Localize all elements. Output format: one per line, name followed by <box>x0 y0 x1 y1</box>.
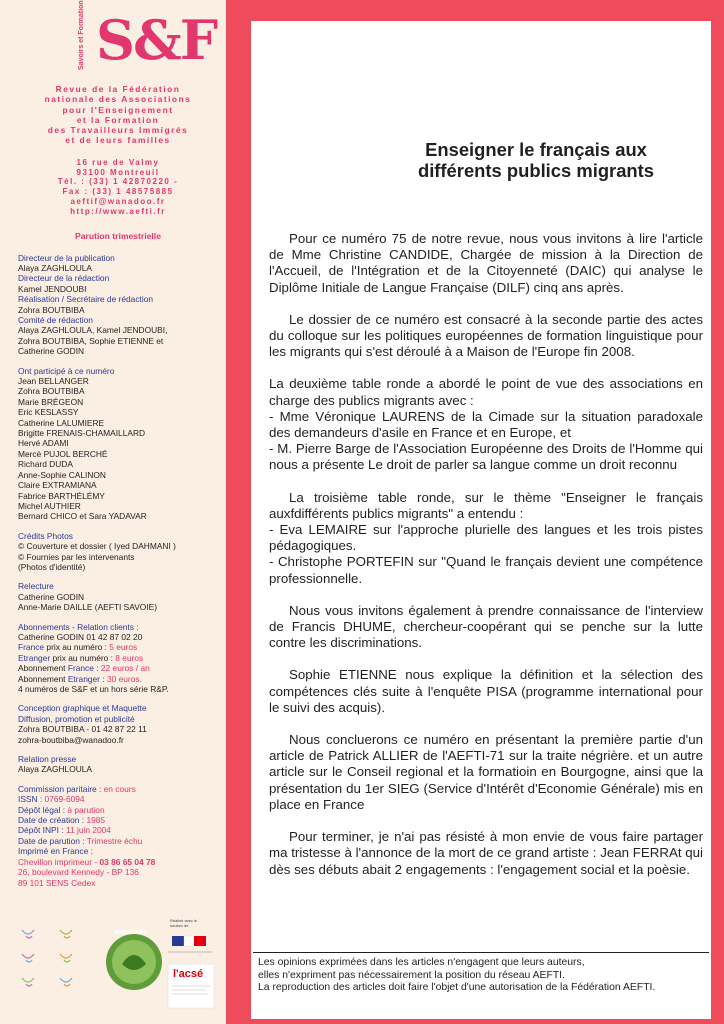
price-etranger <box>18 653 226 663</box>
participant: Brigitte FRENAIS-CHAMAILLARD <box>18 428 146 439</box>
price-value: 22 euros / an <box>100 663 150 674</box>
address-line: Fax : (33) 1 48575885 <box>62 187 174 197</box>
realise-label: Réalisé avec le soutien de <box>170 918 198 928</box>
credit-value: Catherine GODIN <box>18 591 85 602</box>
credit-value: Anne-Marie DAILLE (AEFTI SAVOIE) <box>18 602 158 613</box>
bird-logo-icon <box>22 930 72 986</box>
parution-frequency: Parution trimestrielle <box>75 230 161 241</box>
legal-inpi <box>18 825 226 835</box>
logo-tagline: Savoirs et Formation <box>78 0 85 70</box>
revue-line: nationale des Associations <box>44 94 192 105</box>
republique-logo-icon <box>168 936 212 952</box>
participant: Richard DUDA <box>18 459 73 470</box>
legal-parution <box>18 836 226 846</box>
logo-mark: S&F <box>96 8 217 72</box>
price-region: Etranger <box>18 652 51 663</box>
price-text: prix au numéro : <box>44 642 110 653</box>
credit-value: Zohra BOUTBIBA, Sophie ETIENNE et <box>18 335 164 346</box>
address-line: 93100 Montreuil <box>76 167 160 177</box>
credits <box>18 253 226 888</box>
address-email[interactable]: aeftif@wanadoo.fr <box>70 196 166 206</box>
legal-creation <box>18 815 226 825</box>
legal-label: Dépôt légal : <box>18 804 68 815</box>
credit-label: Crédits Photos <box>18 530 73 541</box>
legal-label: Commission paritaire : <box>18 783 104 794</box>
price-value: 30 euros. <box>106 673 142 684</box>
main-content <box>251 21 711 1019</box>
legal-value: en cours <box>103 783 136 794</box>
credit-label: Ont participé à ce numéro <box>18 365 115 376</box>
legal-label: Date de parution : <box>18 835 87 846</box>
revue-line: et la Formation <box>76 114 160 125</box>
legal-label: Dépôt INPI : <box>18 825 66 836</box>
paragraph: Nous concluerons ce numéro en présentant la première partie d'un article de Patrick ALLIER de l'AEFTI-71 sur la traite négrière. et un autre article sur le Conseil regional et la formatioin en Bourgogne, ainsi que la présentation du 1er SIEG (Service d'Intérêt d'Economie Générale) mis en place en France <box>269 732 703 812</box>
price-region: France <box>67 663 94 674</box>
revue-line: pour l'Enseignement <box>62 104 174 115</box>
participant: Fabrice BARTHÉLÉMY <box>18 490 105 501</box>
legal-value: 11 juin 2004 <box>65 825 111 836</box>
imprim-label: IMPRIM'VERT <box>114 930 147 936</box>
credit-label: Directeur de la rédaction <box>18 273 110 284</box>
printer-address: 26, boulevard Kennedy - BP 136 <box>18 867 139 878</box>
footer-line: La reproduction des articles doit faire l'objet d'une autorisation de la Fédération AEFTI. <box>258 982 656 994</box>
paragraph: Pour terminer, je n'ai pas résisté à mon envie de vous faire partager ma tristesse à l'annonce de la mort de ce grand artiste : Jean FERRAt qui dès ses débuts abait 2 engagements : l'engagement social et la poèsie. <box>269 829 703 877</box>
revue-line: des Travailleurs Immigrés <box>47 125 189 136</box>
masthead-sidebar <box>0 0 226 1024</box>
abo-pre: Abonnement <box>18 673 68 684</box>
credit-value: Zohra BOUTBIBA - 01 42 87 22 11 <box>18 724 147 735</box>
participant: Marie BRÉGEON <box>18 396 84 407</box>
legal-value: à parution <box>67 804 105 815</box>
acse-label: l'acsé <box>173 968 204 980</box>
article-body <box>269 231 703 894</box>
participant: Claire EXTRAMIANA <box>18 480 97 491</box>
credit-value: Zohra BOUTBIBA <box>18 304 85 315</box>
abo-pre: Abonnement <box>18 663 68 674</box>
participant: Anne-Sophie CALINON <box>18 469 106 480</box>
legal-commission <box>18 784 226 794</box>
list-item: - Christophe PORTEFIN sur "Quand le français devient une compétence professionnelle. <box>269 554 703 586</box>
credit-value: © Fournies par les intervenants <box>18 551 135 562</box>
legal-label: ISSN : <box>18 794 45 805</box>
footer-disclaimer <box>258 957 708 995</box>
address-line: 16 rue de Valmy <box>76 157 160 167</box>
credit-value: Kamel JENDOUBI <box>18 283 87 294</box>
abo-etranger <box>18 674 226 684</box>
credit-label: Directeur de la publication <box>18 252 115 263</box>
abo-france <box>18 663 226 673</box>
paragraph: La troisième table ronde, sur le thème "Enseigner le français auxfdifférents publics migrants" a entendu : <box>269 489 703 521</box>
participant: Eric KESLASSY <box>18 407 79 418</box>
legal-value: 1985 <box>86 815 106 826</box>
legal-label: Date de création : <box>18 815 87 826</box>
legal-issn <box>18 794 226 804</box>
price-text: : <box>99 673 107 684</box>
list-item: - M. Pierre Barge de l'Association Européenne des Droits de l'Homme qui nous a présente Le droit de parler sa langue comme un droit reconnu <box>269 441 703 473</box>
price-text: : <box>93 663 101 674</box>
credit-label: Diffusion, promotion et publicité <box>18 713 135 724</box>
printer-name: Chevillon imprimeur - <box>18 856 100 867</box>
credit-email[interactable]: zohra-boutbiba@wanadoo.fr <box>18 734 124 745</box>
participant: Hervé ADAMI <box>18 438 69 449</box>
price-region: Etranger <box>67 673 100 684</box>
credit-label: Relation presse <box>18 754 77 765</box>
printer <box>18 857 226 867</box>
price-france <box>18 642 226 652</box>
paragraph: Nous vous invitons également à prendre connaissance de l'interview de Francis DHUME, chercheur-coopérant qui se penche sur la lutte contre les discriminations. <box>269 602 703 651</box>
credit-value: © Couverture et dossier ( Iyed DAHMANI ) <box>18 541 176 552</box>
partner-logos <box>18 918 218 1020</box>
paragraph: La deuxième table ronde a abordé le point de vue des associations en charge des publics migrants avec : <box>269 376 703 408</box>
price-value: 8 euros <box>115 652 144 663</box>
credit-label: Réalisation / Secrétaire de rédaction <box>18 294 154 305</box>
imprim-vert-icon <box>106 934 162 990</box>
address-line: Tél. : (33) 1 42870220 - <box>57 177 179 187</box>
legal-depot <box>18 805 226 815</box>
footer-line: Les opinions exprimées dans les articles n'engagent que leurs auteurs, <box>258 957 585 968</box>
participant: Michel AUTHIER <box>18 500 81 511</box>
publisher-address <box>18 158 218 217</box>
participant: Catherine LALUMIERE <box>18 417 105 428</box>
price-text: prix au numéro : <box>50 652 116 663</box>
legal-label: Imprimé en France : <box>18 846 93 857</box>
address-website[interactable]: http://www.aefti.fr <box>70 206 166 216</box>
logo <box>18 0 226 80</box>
participant: Bernard CHICO et Sara YADAVAR <box>18 511 147 522</box>
credit-label: Abonnements - Relation clients : <box>18 621 139 632</box>
publisher-description <box>18 84 218 146</box>
list-item: - Mme Véronique LAURENS de la Cimade sur la situation paradoxale des demandeurs d'asile en France et en Europe, et <box>269 408 703 441</box>
footer-divider <box>253 952 709 953</box>
price-value: 5 euros <box>109 642 138 653</box>
revue-line: et de leurs familles <box>65 135 171 146</box>
paragraph: Sophie ETIENNE nous explique la définition et la sélection des compétences clés suite à l'enquête PISA (programme international pour le suivi des acquis). <box>269 667 703 715</box>
legal-value: 0769-6094 <box>44 794 85 805</box>
paragraph: Le dossier de ce numéro est consacré à la seconde partie des actes du colloque sur les politiques européennes de formation linguistique pour les migrants qui s'est déroulé à a Maison de l'Europe fin 2008. <box>269 311 703 360</box>
credit-value: (Photos d'identité) <box>18 561 86 572</box>
title-line: Enseigner le français aux <box>425 139 647 160</box>
credit-label: Relecture <box>18 581 54 592</box>
printer-address: 89 101 SENS Cedex <box>18 877 96 888</box>
participant: Mercè PUJOL BERCHÉ <box>18 448 108 459</box>
article-title <box>361 139 711 181</box>
list-item: - Eva LEMAIRE sur l'approche plurielle des langues et les trois pistes pédagogiques. <box>269 522 703 554</box>
legal-value: Trimestre échu <box>86 835 143 846</box>
credit-value: Catherine GODIN <box>18 346 85 357</box>
abo-note: 4 numéros de S&F et un hors série R&P. <box>18 684 169 694</box>
paragraph: Pour ce numéro 75 de notre revue, nous vous invitons à lire l'article de Mme Christine CANDIDE, Chargée de mission à la Direction de l'Accueil, de l'Intégration et de la Citoyenneté (DAIC) qui analyse le Diplôme Initiale de Langue Française (DILF) cinq ans après. <box>269 231 703 295</box>
revue-line: Revue de la Fédération <box>55 84 181 94</box>
credit-value: Alaya ZAGHLOULA, Kamel JENDOUBI, <box>18 325 168 336</box>
credit-value: Alaya ZAGHLOULA <box>18 262 93 273</box>
credit-label: Comité de rédaction <box>18 315 93 325</box>
printer-phone: 03 86 65 04 78 <box>99 856 156 867</box>
participant: Jean BELLANGER <box>18 376 89 387</box>
title-line: différents publics migrants <box>417 160 655 181</box>
price-region: France <box>18 642 45 653</box>
credit-value: Catherine GODIN 01 42 87 02 20 <box>18 631 143 642</box>
participant: Zohra BOUTBIBA <box>18 386 85 397</box>
footer-line: elles n'expriment pas nécessairement la position du réseau AEFTI. <box>258 969 565 981</box>
credit-value: Alaya ZAGHLOULA <box>18 764 93 775</box>
credit-label: Conception graphique et Maquette <box>18 703 147 714</box>
